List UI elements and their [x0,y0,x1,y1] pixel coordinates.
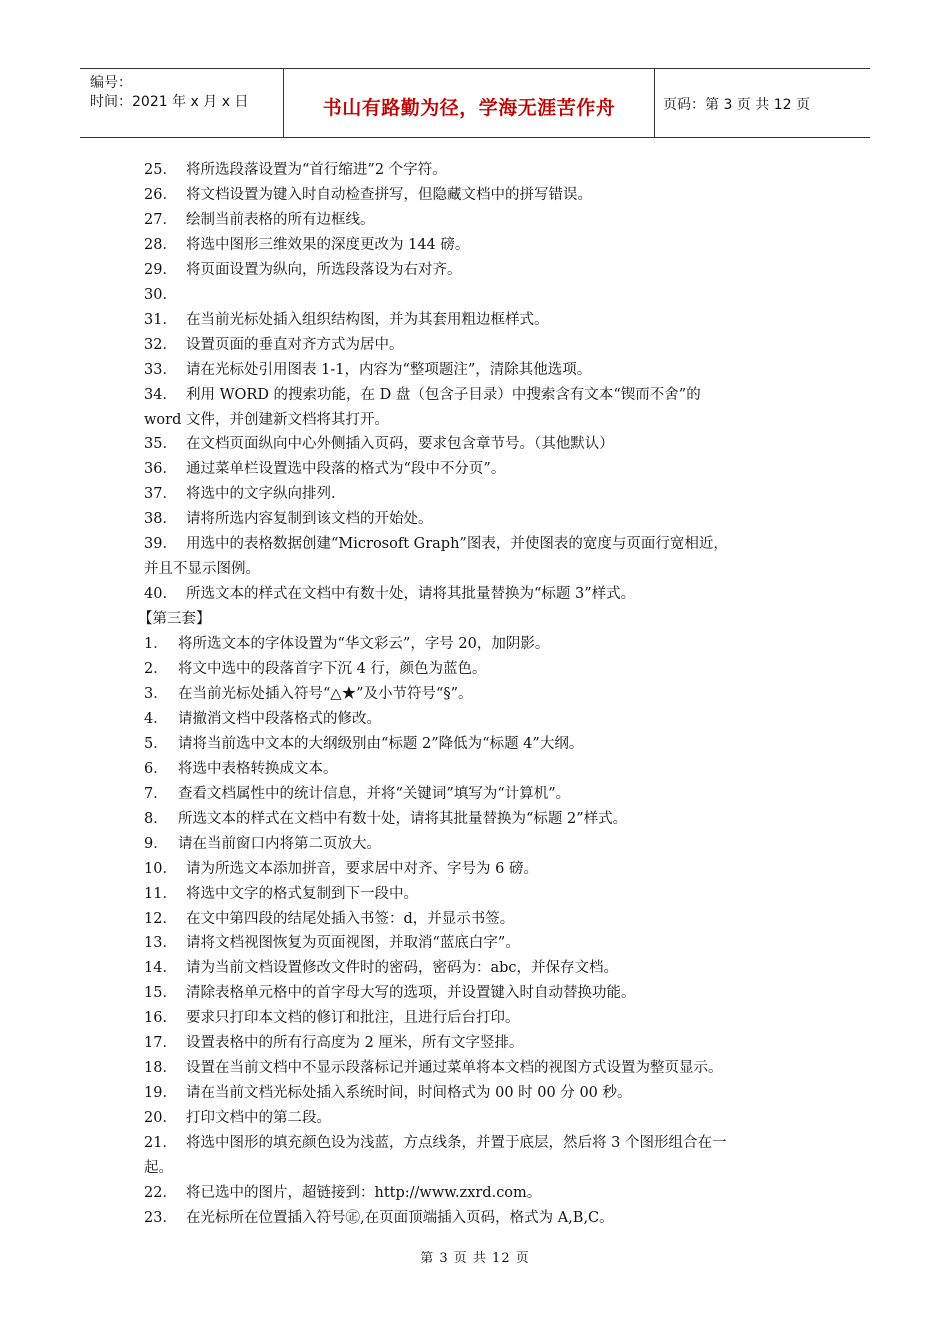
document-line [144,385,701,405]
item-number: 27． [144,211,177,228]
item-number: 5． [144,735,168,752]
item-number: 33． [144,361,177,378]
document-line [144,1208,614,1228]
item-text: 请撤消文档中段落格式的修改。 [178,710,381,727]
item-number: 3． [144,685,168,702]
document-line [144,310,549,330]
item-text: 用选中的表格数据创建“Microsoft Graph”图表，并使图表的宽度与页面行宽相近， [186,536,728,553]
document-line [144,484,336,504]
item-number: 13． [144,935,177,952]
document-line [144,734,583,754]
document-line [144,684,473,704]
item-number: 26． [144,186,177,203]
item-number: 9． [144,835,168,852]
item-text: 将选中图形的填充颜色设为浅蓝，方点线条，并置于底层，然后将 3 个图形组合在一 [186,1135,727,1152]
item-number: 39． [144,536,177,553]
item-text-continued: 起。 [144,1160,173,1176]
document-line [144,759,338,779]
document-line [144,1008,520,1028]
item-number: 28． [144,236,177,253]
document-line [144,559,260,579]
item-text: 请在当前文档光标处插入系统时间，时间格式为 00 时 00 分 00 秒。 [186,1085,632,1102]
item-number: 21． [144,1135,177,1152]
document-line [144,983,636,1003]
item-number: 30． [144,286,177,303]
item-number: 15． [144,985,177,1002]
item-text: 将已选中的图片，超链接到：http://www.zxrd.com。 [186,1184,542,1201]
document-line [144,958,618,978]
document-line [144,185,592,205]
item-number: 20． [144,1110,177,1127]
document-line [144,509,433,529]
document-line [144,584,635,604]
item-text: 利用 WORD 的搜索功能，在 D 盘（包含子目录）中搜索含有文本“锲而不舍”的 [186,386,701,403]
document-line [144,459,505,479]
item-text: 将选中文字的格式复制到下一段中。 [186,885,418,902]
document-line [144,210,375,230]
item-number: 16． [144,1010,177,1027]
item-text: 打印文档中的第二段。 [186,1110,331,1127]
document-line [144,1033,523,1053]
item-text: 在文中第四段的结尾处插入书签：d，并显示书签。 [186,910,515,927]
item-text: 将文档设置为键入时自动检查拼写，但隐藏文档中的拼写错误。 [186,186,592,203]
item-text: 将所选段落设置为“首行缩进”2 个字符。 [186,162,447,178]
item-number: 40． [144,586,177,603]
item-text: 所选文本的样式在文档中有数十处，请将其批量替换为“标题 2”样式。 [178,810,628,827]
document-line [144,160,447,180]
item-number: 8． [144,810,168,827]
item-number: 32． [144,336,177,353]
item-number: 22． [144,1184,177,1201]
item-number: 29． [144,261,177,278]
page-info: 页码：第 3 页 共 12 页 [663,97,810,113]
item-text: 请将当前选中文本的大纲级别由“标题 2”降低为“标题 4”大纲。 [178,735,584,752]
item-text: 请将所选内容复制到该文档的开始处。 [186,511,433,528]
document-line [144,335,404,355]
document-line [144,1058,723,1078]
item-text: 所选文本的样式在文档中有数十处，请将其批量替换为“标题 3”样式。 [186,586,636,603]
item-number: 31． [144,311,177,328]
document-line [144,260,462,280]
item-text: 请在光标处引用图表 1-1，内容为“整项题注”，清除其他选项。 [186,361,592,378]
item-number: 19． [144,1085,177,1102]
document-line [144,410,389,430]
page-footer: 第 3 页 共 12 页 [420,1251,530,1266]
item-text: 将选中表格转换成文本。 [178,760,338,777]
motto: 书山有路勤为径，学海无涯苦作舟 [322,97,616,119]
item-number: 23． [144,1209,177,1226]
item-number: 1． [144,636,168,653]
document-line [144,434,614,454]
item-text: 清除表格单元格中的首字母大写的选项，并设置键入时自动替换功能。 [186,985,636,1002]
code-label: 编号： [90,75,132,91]
document-line [144,659,486,679]
document-line [144,360,591,380]
document-line [144,1133,726,1153]
item-text: 要求只打印本文档的修订和批注，且进行后台打印。 [186,1010,520,1027]
item-text: 设置表格中的所有行高度为 2 厘米，所有文字竖排。 [186,1035,524,1052]
document-line [144,834,381,854]
document-line [144,709,381,729]
document-line [144,909,514,929]
item-number: 35． [144,436,177,453]
document-line [144,933,520,953]
document-line [144,1158,173,1178]
document-line [144,809,627,829]
item-text: 将页面设置为纵向，所选段落设为右对齐。 [186,261,462,278]
item-number: 34． [144,386,177,403]
document-line [144,285,186,305]
item-number: 11． [144,885,177,902]
item-text: 在光标所在位置插入符号㊣,在页面顶端插入页码，格式为 A,B,C。 [186,1209,614,1226]
item-text: 绘制当前表格的所有边框线。 [186,211,375,228]
item-text-continued: word 文件，并创建新文档将其打开。 [144,411,389,428]
document-line [144,235,469,255]
document-line [144,884,418,904]
document-line [144,784,570,804]
section-heading: 【第三套】 [138,611,211,628]
item-number: 37． [144,486,177,503]
item-number: 18． [144,1060,177,1077]
item-text: 请在当前窗口内将第二页放大。 [178,835,381,852]
item-text: 请将文档视图恢复为页面视图，并取消“蓝底白字”。 [186,935,520,952]
document-line [138,609,211,629]
document-line [144,634,549,654]
document-line [144,1108,331,1128]
item-text: 将所选文本的字体设置为“华文彩云”，字号 20，加阴影。 [178,636,550,653]
document-line [144,859,538,879]
item-number: 14． [144,960,177,977]
item-number: 2． [144,661,168,677]
item-text: 在当前光标处插入符号“△★”及小节符号“§”。 [178,685,473,702]
item-text: 在文档页面纵向中心外侧插入页码，要求包含章节号。（其他默认） [186,436,614,453]
item-text: 在当前光标处插入组织结构图，并为其套用粗边框样式。 [186,311,549,328]
item-number: 12． [144,910,177,927]
document-line [144,1183,541,1203]
item-number: 6． [144,760,168,777]
item-text: 将选中图形三维效果的深度更改为 144 磅。 [186,236,470,253]
item-text: 设置页面的垂直对齐方式为居中。 [186,336,404,353]
document-line [144,1083,632,1103]
item-number: 36． [144,461,177,478]
item-number: 4． [144,710,168,727]
item-number: 38． [144,511,177,528]
item-text: 将文中选中的段落首字下沉 4 行，颜色为蓝色。 [178,661,487,677]
item-text: 请为所选文本添加拼音，要求居中对齐、字号为 6 磅。 [186,860,538,877]
date-line: 时间：2021 年 x 月 x 日 [90,94,249,110]
item-text: 通过菜单栏设置选中段落的格式为“段中不分页”。 [186,461,506,478]
item-number: 10． [144,860,177,877]
item-text: 请为当前文档设置修改文件时的密码，密码为：abc，并保存文档。 [186,960,619,977]
item-text: 查看文档属性中的统计信息，并将“关键词”填写为“计算机”。 [178,785,571,802]
item-text-continued: 并且不显示图例。 [144,561,260,578]
item-number: 17． [144,1035,177,1052]
item-text: 设置在当前文档中不显示段落标记并通过菜单将本文档的视图方式设置为整页显示。 [186,1060,723,1077]
item-text: 将选中的文字纵向排列. [186,486,336,503]
document-line [144,534,728,554]
item-number: 7． [144,785,168,802]
item-number: 25． [144,162,177,178]
